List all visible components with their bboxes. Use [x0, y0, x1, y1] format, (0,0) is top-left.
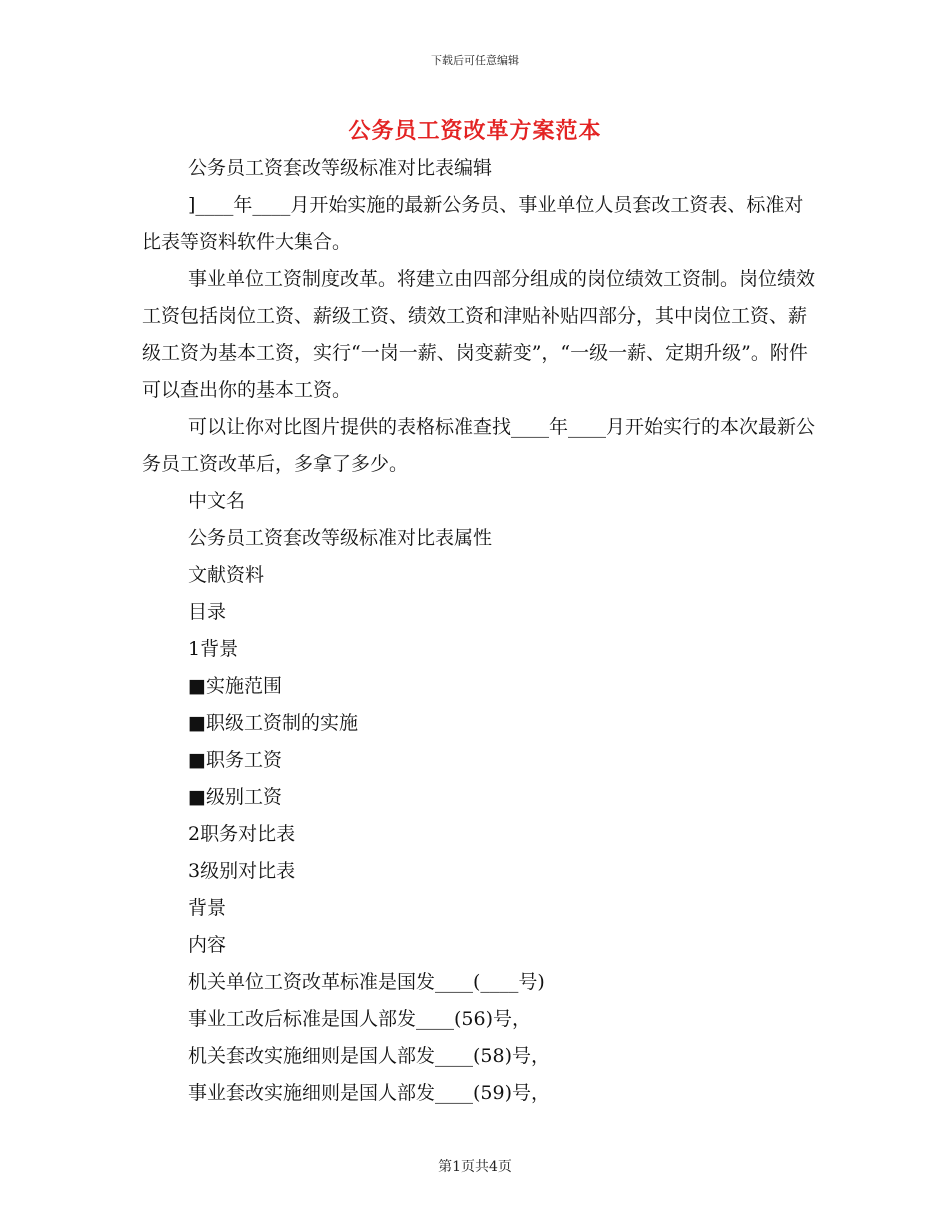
line-contents: 目录	[188, 601, 227, 623]
toc-item-level-wage: ■级别工资	[188, 786, 282, 808]
toc-item-position-comparison: 2职务对比表	[188, 823, 296, 845]
section-background: 背景	[188, 897, 227, 919]
document-title: 公务员工资改革方案范本	[348, 118, 602, 144]
standard-line-3: 机关套改实施细则是国人部发____(58)号，	[188, 1045, 551, 1067]
line-chinese-name: 中文名	[188, 490, 246, 512]
paragraph-intro: ]____年____月开始实施的最新公务员、事业单位人员套改工资表、标准对比表等资料软件大集合。	[142, 194, 804, 253]
document-body	[142, 150, 822, 1112]
toc-item-level-comparison: 3级别对比表	[188, 860, 296, 882]
line-document-materials: 文献资料	[188, 564, 265, 586]
page-header-note: 下载后可任意编辑	[431, 54, 519, 67]
section-content: 内容	[188, 934, 227, 956]
standard-line-4: 事业套改实施细则是国人部发____(59)号，	[188, 1082, 551, 1104]
paragraph-reform: 事业单位工资制度改革。将建立由四部分组成的岗位绩效工资制。岗位绩效工资包括岗位工资、薪级工资、绩效工资和津贴补贴四部分，其中岗位工资、薪级工资为基本工资，实行“一岗一薪、岗变薪变”，“一级一薪、定期升级”。附件可以查出你的基本工资。	[142, 268, 816, 401]
document-subtitle: 公务员工资套改等级标准对比表编辑	[188, 157, 493, 179]
line-table-attribute: 公务员工资套改等级标准对比表属性	[188, 527, 493, 549]
toc-item-position-wage: ■职务工资	[188, 749, 282, 771]
toc-item-background: 1背景	[188, 638, 239, 660]
toc-item-rank-wage-system: ■职级工资制的实施	[188, 712, 358, 734]
toc-item-scope: ■实施范围	[188, 675, 282, 697]
paragraph-compare: 可以让你对比图片提供的表格标准查找____年____月开始实行的本次最新公务员工资改革后，多拿了多少。	[142, 416, 816, 475]
standard-line-2: 事业工改后标准是国人部发____(56)号，	[188, 1008, 532, 1030]
standard-line-1: 机关单位工资改革标准是国发____(____号)	[188, 971, 545, 993]
page-number: 第1页共4页	[438, 1159, 512, 1175]
